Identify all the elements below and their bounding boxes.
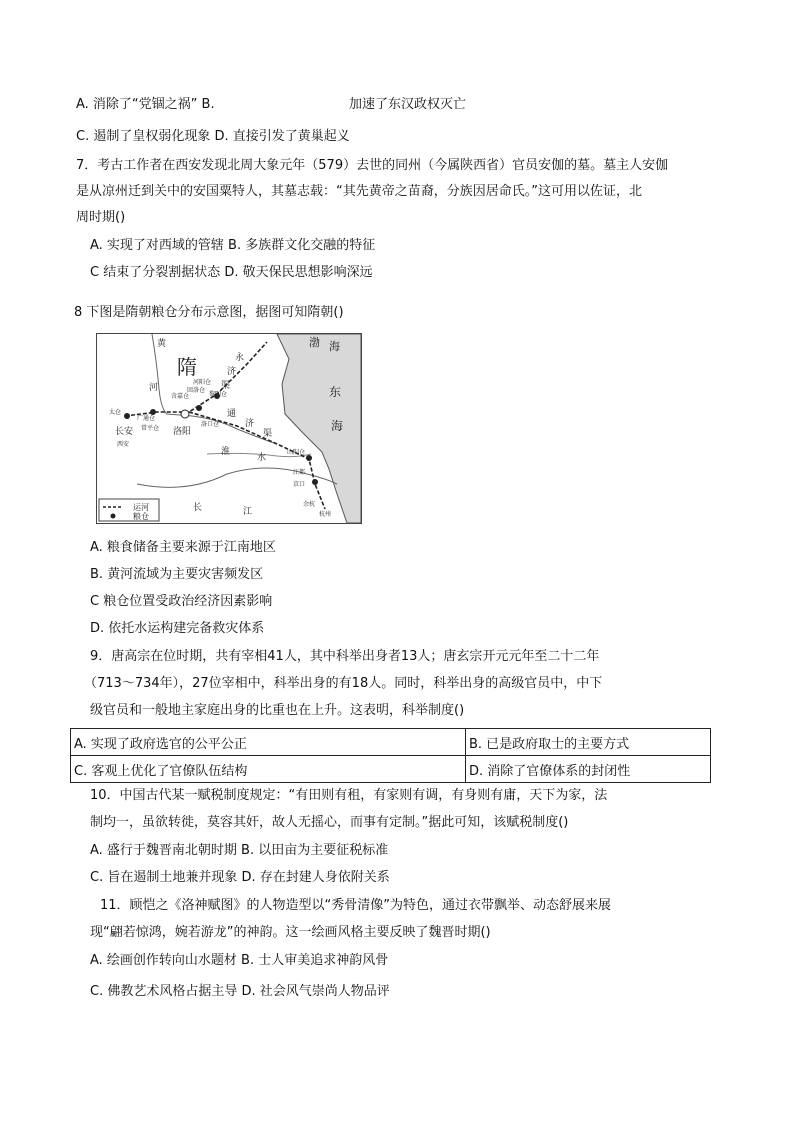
q9-stem-line1: 9．唐高宗在位时期，共有宰相41人，其中科举出身者13人；唐玄宗开元元年至二十二年 (90, 649, 600, 664)
q11-stem-line2: 现“翩若惊鸿，婉若游龙”的神韵。这一绘画风格主要反映了魏晋时期() (90, 925, 491, 940)
q6-option-b: 加速了东汉政权灭亡 (349, 97, 467, 112)
q9-option-c: C. 客观上优化了官僚队伍结构 (71, 756, 466, 783)
svg-text:济: 济 (245, 419, 255, 429)
q10-stem-line2: 制均一，虽欲转徙，莫容其奸，故人无摇心，而事有定制。”据此可知，该赋税制度() (90, 815, 569, 830)
q6-option-a: A. 消除了“党锢之祸” B. (76, 97, 215, 112)
svg-text:水: 水 (257, 453, 267, 463)
svg-text:长: 长 (193, 503, 203, 513)
q7-stem-line1: 7．考古工作者在西安发现北周大象元年（579）去世的同州（今属陕西省）官员安伽的墓。墓主人安伽 (76, 158, 669, 173)
svg-text:海: 海 (329, 340, 340, 353)
q11-options-ab: A. 绘画创作转向山水题材 B. 士人审美追求神韵风骨 (90, 953, 389, 968)
svg-text:余杭: 余杭 (303, 501, 316, 508)
svg-text:太仓: 太仓 (109, 409, 122, 416)
svg-text:黎阳仓: 黎阳仓 (209, 391, 228, 398)
svg-text:江都: 江都 (293, 469, 306, 476)
q7-stem-line3: 周时期() (76, 210, 126, 225)
granary-marker (124, 413, 130, 419)
q9-stem-line2: （713～734年），27位宰相中，科举出身的有18人。同时，科举出身的高级官员中，中下 (84, 676, 603, 691)
q10-options-ab: A. 盛行于魏晋南北朝时期 B. 以田亩为主要征税标准 (90, 843, 389, 858)
svg-text:杭州: 杭州 (319, 511, 332, 518)
svg-text:通: 通 (227, 409, 237, 419)
q7-options-ab: A. 实现了对西域的管辖 B. 多族群文化交融的特征 (90, 238, 376, 253)
svg-text:广通仓: 广通仓 (137, 415, 156, 422)
svg-text:京口: 京口 (293, 481, 306, 488)
sea-region (277, 334, 361, 523)
svg-text:东: 东 (329, 385, 342, 399)
q7-options-cd: C 结束了分裂割据状态 D. 敬天保民思想影响深远 (90, 265, 373, 280)
granary-marker (196, 405, 202, 411)
q9-option-a: A. 实现了政府选官的公平公正 (71, 729, 466, 756)
svg-text:运河: 运河 (133, 503, 149, 512)
q8-option-b: B. 黄河流域为主要灾害频发区 (90, 567, 264, 582)
svg-text:常平仓: 常平仓 (141, 425, 160, 432)
svg-text:济: 济 (227, 367, 237, 377)
q7-stem-line2: 是从凉州迁到关中的安国粟特人，其墓志载：“其先黄帝之苗裔，分族因居命氏。”这可用以佐证，北 (76, 184, 642, 199)
q9-option-b: B. 已是政府取士的主要方式 (466, 729, 711, 756)
svg-text:洛阳: 洛阳 (173, 427, 192, 437)
svg-text:隋: 隋 (177, 355, 197, 379)
q9-stem-line3: 级官员和一般地主家庭出身的比重也在上升。这表明，科举制度() (90, 703, 465, 718)
q6-options-cd: C. 遏制了皇权弱化现象 D. 直接引发了黄巢起义 (76, 129, 350, 144)
granary-marker (312, 479, 318, 485)
svg-text:回洛仓: 回洛仓 (187, 387, 206, 394)
svg-text:渠: 渠 (221, 381, 231, 391)
map-legend (99, 499, 159, 521)
svg-text:西安: 西安 (117, 441, 130, 448)
svg-text:河: 河 (149, 383, 159, 393)
q8-stem: 8 下图是隋朝粮仓分布示意图，据图可知隋朝() (74, 305, 344, 320)
q9-options-table (70, 728, 711, 783)
q8-option-c: C 粮仓位置受政治经济因素影响 (90, 594, 273, 609)
svg-text:海: 海 (331, 419, 344, 433)
table-row (71, 756, 711, 783)
q10-stem-line1: 10．中国古代某一赋税制度规定：“有田则有租，有家则有调，有身则有庸，天下为家，法 (90, 788, 608, 803)
svg-text:洛口仓: 洛口仓 (201, 421, 220, 428)
svg-text:渠: 渠 (263, 429, 273, 439)
svg-text:含嘉仓: 含嘉仓 (171, 393, 190, 400)
svg-text:黄: 黄 (157, 339, 167, 349)
q8-option-d: D. 依托水运构建完备救灾体系 (90, 621, 265, 636)
q11-stem-line1: 11．顾恺之《洛神赋图》的人物造型以“秀骨清像”为特色，通过衣带飘举、动态舒展来展 (100, 898, 612, 913)
q8-option-a: A. 粮食储备主要来源于江南地区 (90, 540, 276, 555)
svg-text:永: 永 (235, 353, 245, 363)
granary-marker (181, 410, 189, 418)
svg-text:渤: 渤 (309, 336, 320, 349)
q9-option-d: D. 消除了官僚体系的封闭性 (466, 756, 711, 783)
svg-text:粮仓: 粮仓 (133, 512, 149, 521)
yangtze-river (137, 468, 337, 487)
svg-text:长安: 长安 (115, 427, 134, 437)
svg-text:江: 江 (243, 507, 253, 517)
sui-granary-map (96, 333, 362, 524)
table-row (71, 729, 711, 756)
svg-text:河阳仓: 河阳仓 (193, 379, 212, 386)
granary-marker (306, 455, 312, 461)
svg-text:山阳仓: 山阳仓 (287, 449, 306, 456)
q10-options-cd: C. 旨在遏制土地兼并现象 D. 存在封建人身依附关系 (90, 870, 390, 885)
svg-text:淮: 淮 (221, 447, 231, 457)
q11-options-cd: C. 佛教艺术风格占据主导 D. 社会风气崇尚人物品评 (90, 984, 390, 999)
